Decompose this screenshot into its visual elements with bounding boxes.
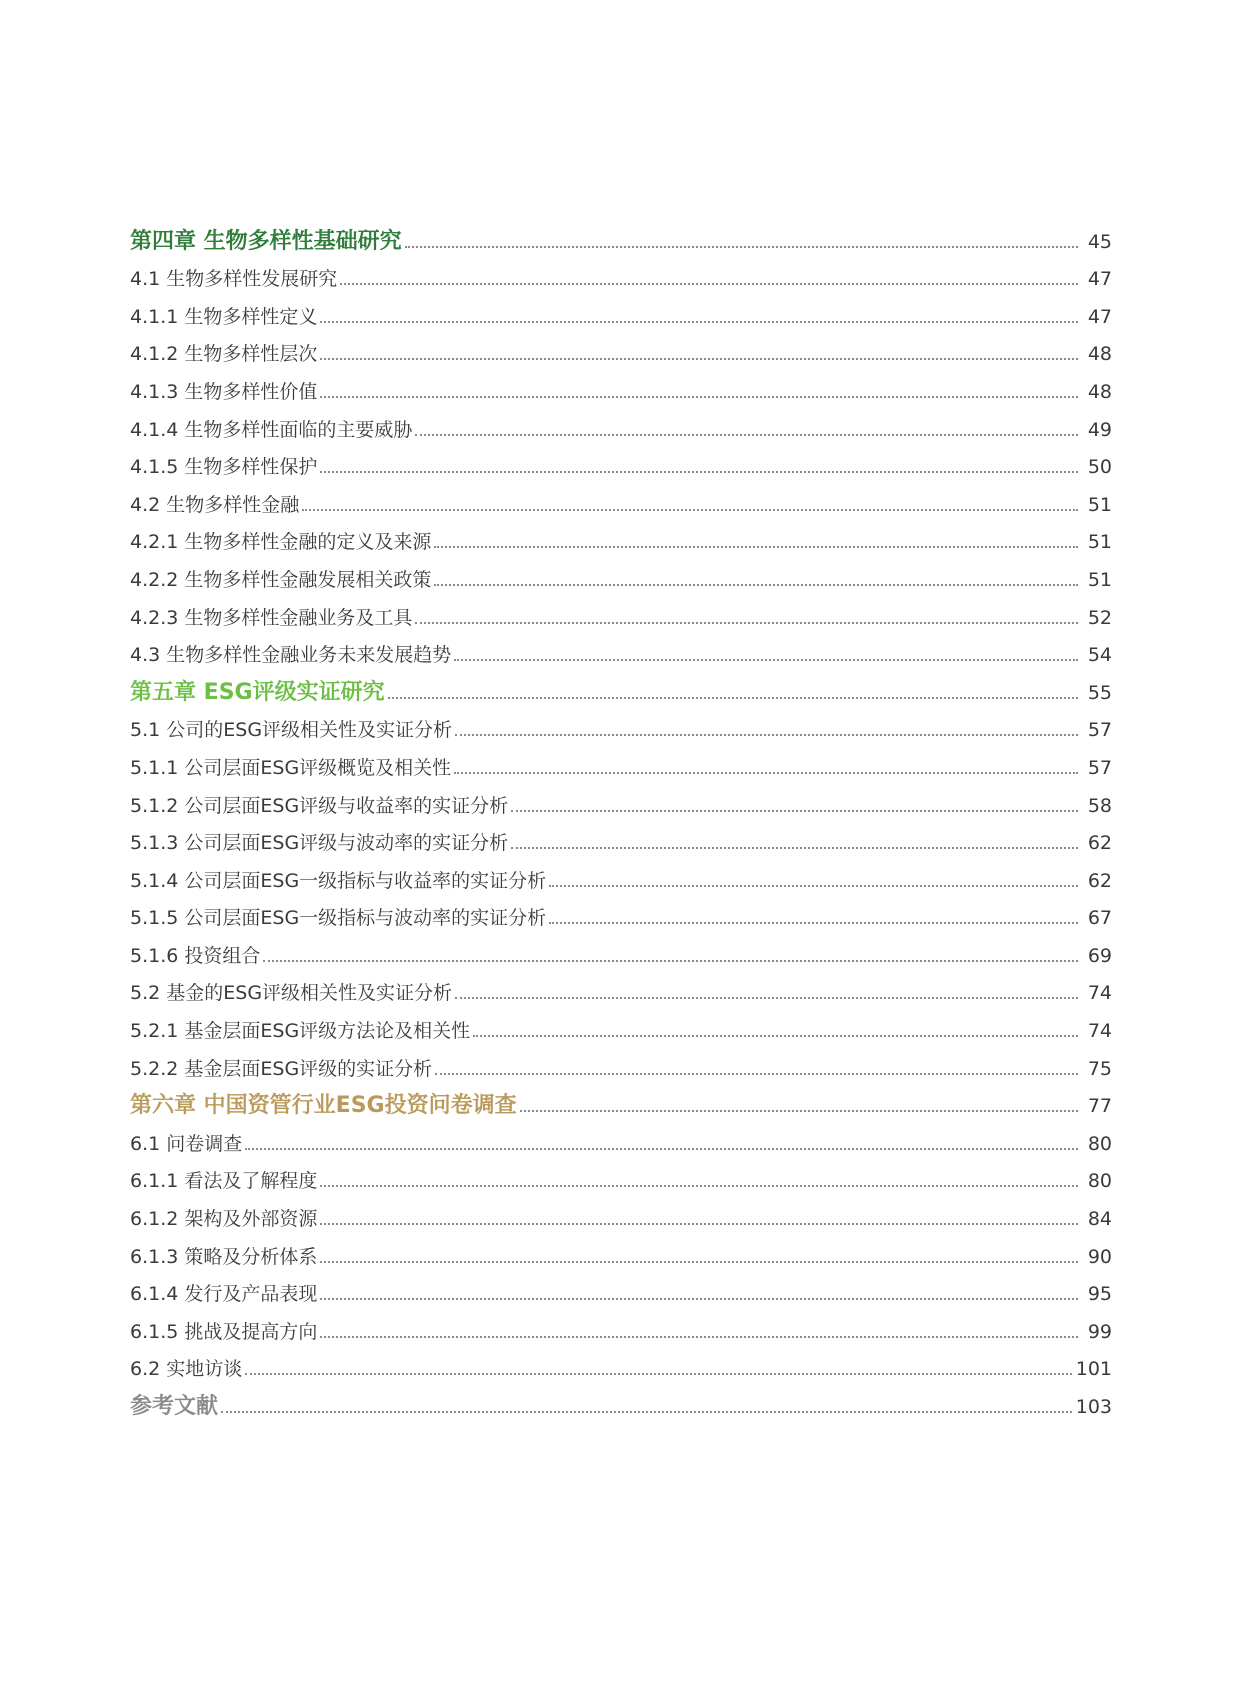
toc-entry-title: 6.1 问卷调查 xyxy=(130,1132,243,1155)
dot-leader xyxy=(455,997,1078,999)
toc-page-number: 48 xyxy=(1087,343,1112,366)
toc-page-number: 48 xyxy=(1087,380,1112,403)
toc-page-number: 55 xyxy=(1087,681,1112,704)
toc-page-number: 57 xyxy=(1087,756,1112,779)
toc-section-entry[interactable] xyxy=(130,1231,1112,1269)
dot-leader xyxy=(388,697,1078,699)
toc-section-entry[interactable] xyxy=(130,1344,1112,1382)
toc-page-number: 67 xyxy=(1087,907,1112,930)
dot-leader xyxy=(320,321,1078,323)
toc-entry-title: 5.1.2 公司层面ESG评级与收益率的实证分析 xyxy=(130,794,509,817)
toc-page-number: 45 xyxy=(1087,230,1112,253)
toc-entry-title: 4.2.1 生物多样性金融的定义及来源 xyxy=(130,531,432,554)
toc-section-entry[interactable] xyxy=(130,1005,1112,1043)
dot-leader xyxy=(473,1035,1078,1037)
dot-leader xyxy=(434,584,1078,586)
dot-leader xyxy=(245,1148,1078,1150)
toc-page-number: 95 xyxy=(1087,1283,1112,1306)
toc-section-entry[interactable] xyxy=(130,818,1112,856)
toc-chapter-entry[interactable] xyxy=(130,1081,1112,1119)
dot-leader xyxy=(434,546,1078,548)
dot-leader xyxy=(549,885,1078,887)
toc-entry-title: 4.2 生物多样性金融 xyxy=(130,493,300,516)
dot-leader xyxy=(415,622,1078,624)
toc-section-entry[interactable] xyxy=(130,780,1112,818)
toc-section-entry[interactable] xyxy=(130,1193,1112,1231)
toc-entry-title: 6.2 实地访谈 xyxy=(130,1358,243,1381)
dot-leader xyxy=(320,1261,1078,1263)
toc-entry-title: 4.2.2 生物多样性金融发展相关政策 xyxy=(130,568,432,591)
toc-page-number: 90 xyxy=(1087,1245,1112,1268)
toc-page-number: 103 xyxy=(1075,1396,1112,1418)
toc-section-entry[interactable] xyxy=(130,1269,1112,1307)
toc-section-entry[interactable] xyxy=(130,705,1112,743)
toc-entry-title: 第四章 生物多样性基础研究 xyxy=(130,228,402,254)
dot-leader xyxy=(549,922,1078,924)
toc-entry-title: 第五章 ESG评级实证研究 xyxy=(130,679,385,705)
toc-page-number: 62 xyxy=(1087,832,1112,855)
dot-leader xyxy=(415,434,1078,436)
toc-entry-title: 6.1.1 看法及了解程度 xyxy=(130,1170,318,1193)
dot-leader xyxy=(320,1336,1078,1338)
toc-section-entry[interactable] xyxy=(130,893,1112,931)
dot-leader xyxy=(454,772,1078,774)
toc-chapter-entry[interactable] xyxy=(130,1381,1112,1419)
toc-page-number: 101 xyxy=(1075,1358,1112,1381)
toc-entry-title: 5.2.2 基金层面ESG评级的实证分析 xyxy=(130,1057,433,1080)
toc-page-number: 51 xyxy=(1087,493,1112,516)
toc-page-number: 57 xyxy=(1087,719,1112,742)
dot-leader xyxy=(320,358,1078,360)
dot-leader xyxy=(455,734,1078,736)
dot-leader xyxy=(511,810,1078,812)
toc-entry-title: 4.1.4 生物多样性面临的主要威胁 xyxy=(130,418,413,441)
toc-section-entry[interactable] xyxy=(130,930,1112,968)
toc-section-entry[interactable] xyxy=(130,1043,1112,1081)
toc-page-number: 62 xyxy=(1087,869,1112,892)
toc-page-number: 50 xyxy=(1087,456,1112,479)
toc-page-number: 80 xyxy=(1087,1170,1112,1193)
toc-section-entry[interactable] xyxy=(130,1306,1112,1344)
table-of-contents xyxy=(130,216,1112,1419)
toc-section-entry[interactable] xyxy=(130,291,1112,329)
toc-entry-title: 5.1.4 公司层面ESG一级指标与收益率的实证分析 xyxy=(130,869,547,892)
toc-page-number: 69 xyxy=(1087,944,1112,967)
toc-entry-title: 4.1.5 生物多样性保护 xyxy=(130,456,318,479)
dot-leader xyxy=(245,1373,1071,1375)
dot-leader xyxy=(405,246,1078,248)
toc-page-number: 74 xyxy=(1087,1020,1112,1043)
toc-entry-title: 6.1.5 挑战及提高方向 xyxy=(130,1320,318,1343)
toc-entry-title: 4.1.2 生物多样性层次 xyxy=(130,343,318,366)
toc-entry-title: 参考文献 xyxy=(130,1394,219,1419)
toc-page-number: 49 xyxy=(1087,418,1112,441)
toc-chapter-entry[interactable] xyxy=(130,667,1112,705)
toc-page-number: 47 xyxy=(1087,268,1112,291)
toc-page-number: 54 xyxy=(1087,644,1112,667)
toc-page-number: 99 xyxy=(1087,1320,1112,1343)
dot-leader xyxy=(340,283,1078,285)
toc-entry-title: 5.1.1 公司层面ESG评级概览及相关性 xyxy=(130,756,452,779)
dot-leader xyxy=(263,960,1078,962)
toc-section-entry[interactable] xyxy=(130,517,1112,555)
toc-entry-title: 4.1 生物多样性发展研究 xyxy=(130,268,338,291)
dot-leader xyxy=(454,659,1078,661)
toc-entry-title: 6.1.4 发行及产品表现 xyxy=(130,1283,318,1306)
toc-entry-title: 4.3 生物多样性金融业务未来发展趋势 xyxy=(130,644,452,667)
toc-page-number: 47 xyxy=(1087,305,1112,328)
toc-section-entry[interactable] xyxy=(130,254,1112,292)
toc-page-number: 75 xyxy=(1087,1057,1112,1080)
toc-section-entry[interactable] xyxy=(130,479,1112,517)
toc-section-entry[interactable] xyxy=(130,630,1112,668)
toc-page-number: 74 xyxy=(1087,982,1112,1005)
toc-page-number: 52 xyxy=(1087,606,1112,629)
toc-entry-title: 5.1.3 公司层面ESG评级与波动率的实证分析 xyxy=(130,832,509,855)
toc-chapter-entry[interactable] xyxy=(130,216,1112,254)
toc-entry-title: 5.1.5 公司层面ESG一级指标与波动率的实证分析 xyxy=(130,907,547,930)
dot-leader xyxy=(520,1110,1078,1112)
toc-page-number: 77 xyxy=(1087,1095,1112,1118)
toc-section-entry[interactable] xyxy=(130,968,1112,1006)
toc-page-number: 58 xyxy=(1087,794,1112,817)
toc-entry-title: 5.1.6 投资组合 xyxy=(130,944,261,967)
toc-section-entry[interactable] xyxy=(130,855,1112,893)
toc-section-entry[interactable] xyxy=(130,1156,1112,1194)
dot-leader xyxy=(320,1298,1078,1300)
toc-entry-title: 5.2 基金的ESG评级相关性及实证分析 xyxy=(130,982,453,1005)
dot-leader xyxy=(320,1223,1078,1225)
toc-section-entry[interactable] xyxy=(130,442,1112,480)
toc-entry-title: 6.1.2 架构及外部资源 xyxy=(130,1208,318,1231)
dot-leader xyxy=(320,1185,1078,1187)
dot-leader xyxy=(302,509,1078,511)
toc-entry-title: 4.1.1 生物多样性定义 xyxy=(130,305,318,328)
toc-section-entry[interactable] xyxy=(130,366,1112,404)
toc-page-number: 51 xyxy=(1087,568,1112,591)
toc-section-entry[interactable] xyxy=(130,329,1112,367)
toc-entry-title: 第六章 中国资管行业ESG投资问卷调查 xyxy=(130,1093,517,1119)
dot-leader xyxy=(320,471,1078,473)
toc-entry-title: 4.1.3 生物多样性价值 xyxy=(130,380,318,403)
dot-leader xyxy=(511,847,1078,849)
toc-page-number: 80 xyxy=(1087,1132,1112,1155)
toc-section-entry[interactable] xyxy=(130,1118,1112,1156)
dot-leader xyxy=(435,1073,1078,1075)
toc-entry-title: 6.1.3 策略及分析体系 xyxy=(130,1245,318,1268)
toc-section-entry[interactable] xyxy=(130,592,1112,630)
toc-section-entry[interactable] xyxy=(130,742,1112,780)
toc-entry-title: 5.1 公司的ESG评级相关性及实证分析 xyxy=(130,719,453,742)
toc-section-entry[interactable] xyxy=(130,404,1112,442)
toc-entry-title: 4.2.3 生物多样性金融业务及工具 xyxy=(130,606,413,629)
toc-section-entry[interactable] xyxy=(130,554,1112,592)
toc-page-number: 51 xyxy=(1087,531,1112,554)
dot-leader xyxy=(320,396,1078,398)
toc-page-number: 84 xyxy=(1087,1208,1112,1231)
toc-entry-title: 5.2.1 基金层面ESG评级方法论及相关性 xyxy=(130,1020,471,1043)
dot-leader xyxy=(221,1411,1072,1413)
